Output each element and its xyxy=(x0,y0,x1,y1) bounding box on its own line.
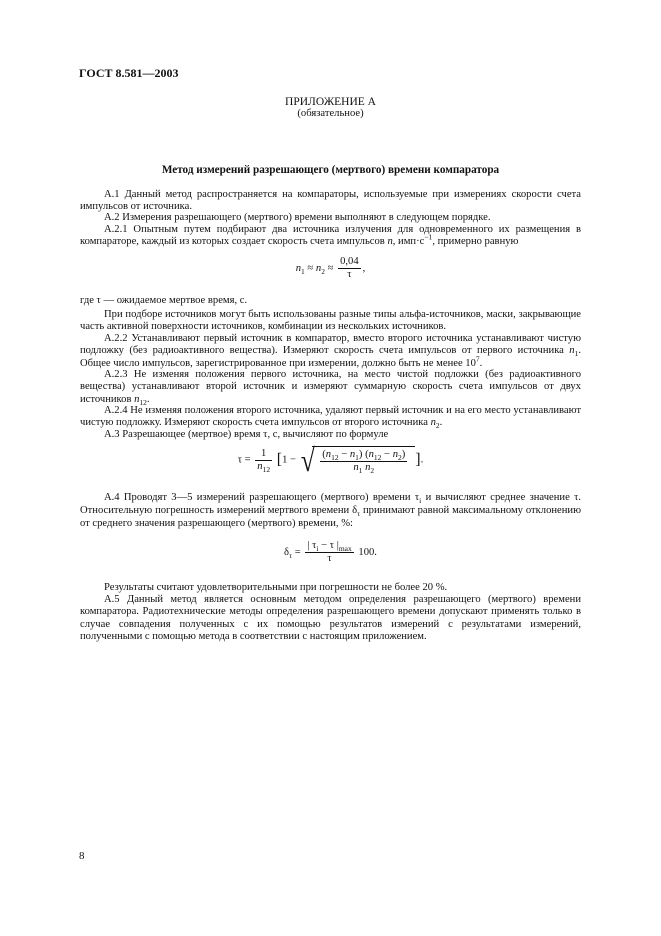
paragraph-results: Результаты считают удовлетворительными при погрешности не более 20 %. xyxy=(104,582,448,593)
document-standard-header: ГОСТ 8.581—2003 xyxy=(79,66,179,80)
paragraph-source-selection: При подборе источников могут быть использованы разные типы альфа-источников, маски, закрывающие часть активной поверхности источников, комбинации из нескольких источников. xyxy=(80,309,581,333)
paragraph-a24: А.2.4 Не изменяя положения второго источника, удаляют первый источник и на его место устанавливают чистую подложку. Измеряют скорость счета импульсов от второго источника $n_2$. xyxy=(80,405,581,431)
square-root: √ $\frac{(n_{12} - n_1) (n_{12} - n_2)}{n_1 n_2}$ xyxy=(299,444,416,476)
paragraph-a21: А.2.1 Опытным путем подбирают два источника излучения для одновременного их размещения в компараторе, каждый из которых создает скорость счета импульсов n, $имп\cdot с^{-1}$, примерно равную xyxy=(80,224,581,248)
formula-fraction: $\frac{0,04}{\tau}$ xyxy=(340,256,359,280)
paragraph-a5: А.5 Данный метод является основным методом определения разрешающего (мертвого) времени компаратора. Радиотехнические методы определения разрешающего времени допускают применять только в случае совпадения полученных с их помощью результатов измерений с результатами измерений, полученными с помощью метода в соответствии с настоящим приложением. xyxy=(80,594,581,643)
paragraph-a1: А.1 Данный метод распространяется на компараторы, используемые при измерениях скорости счета импульсов от источника. xyxy=(80,189,581,213)
formula-fraction: $\frac{| \tau_i - \tau |_{max}}{\tau}$ xyxy=(307,540,352,564)
section-title: Метод измерений разрешающего (мертвого) времени компаратора xyxy=(161,164,500,176)
paragraph-a22: А.2.2 Устанавливают первый источник в компаратор, вместо второго источника устанавливают чистую подложку (без радиоактивного вещества). Измеряют скорость счета импульсов от первого источника $n_1$. Общее число импульсов, зарегистрированное при измерении, должно быть не менее $10^7$. xyxy=(80,333,581,369)
paragraph-a2: А.2 Измерения разрешающего (мертвого) времени выполняют в следующем порядке. xyxy=(104,212,491,223)
page-number: 8 xyxy=(79,850,85,862)
paragraph-a23: А.2.3 Не изменяя положения первого источника, на место чистой подложки (без радиоактивного вещества) устанавливают второй источник и измеряют суммарную скорость счета импульсов от двух источников $n_{12}$. xyxy=(80,369,581,407)
appendix-status: (обязательное) xyxy=(297,108,364,119)
formula-dead-time: τ = $\frac{1}{n_{12}}$ [1 − √ $\frac{(n_{12} - n_1) (n_{12} - n_2)}{n_1 n_2}$ ]. xyxy=(237,442,424,478)
appendix-title: ПРИЛОЖЕНИЕ А xyxy=(285,96,376,108)
formula-fraction: $\frac{1}{n_{12}}$ xyxy=(257,447,271,474)
formula-n1-n2: $n_1 \approx n_2$ ≈ $\frac{0,04}{\tau}$ , xyxy=(295,256,366,280)
paragraph-a3: А.3 Разрешающее (мертвое) время τ, с, вычисляют по формуле xyxy=(104,429,389,440)
paragraph-tau-definition: где τ — ожидаемое мертвое время, с. xyxy=(80,295,248,306)
paragraph-a4: А.4 Проводят 3—5 измерений разрешающего (мертвого) времени $\tau_i$ и вычисляют среднее значение τ. Относительную погрешность измерений мертвого времени $\delta_\tau$ принимают равной максимальному отклонению от среднего значения разрешающего (мертвого) времени, %: xyxy=(80,492,581,529)
formula-relative-error: $\delta_\tau$ = $\frac{| \tau_i - \tau |_{max}}{\tau}$ 100. xyxy=(284,540,377,564)
